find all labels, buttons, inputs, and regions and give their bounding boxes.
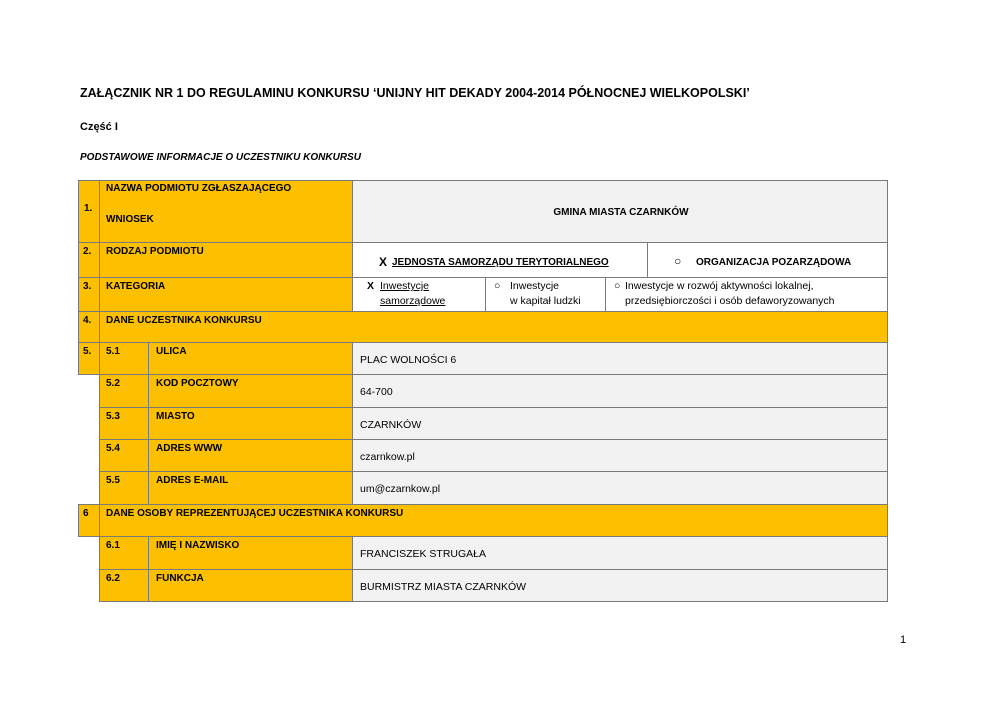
row1-label-line2: WNIOSEK <box>106 214 154 225</box>
field-5-5-code: 5.5 <box>106 475 120 486</box>
function-value: BURMISTRZ MIASTA CZARNKÓW <box>360 581 527 593</box>
field-6-1-code: 6.1 <box>106 540 120 551</box>
email-value-cell[interactable] <box>352 471 888 505</box>
field-5-1-label: ULICA <box>156 346 187 357</box>
postal-code-value: 64-700 <box>360 386 393 398</box>
field-6-1-label-cell <box>148 536 353 570</box>
entity-name-value: GMINA MIASTA CZARNKÓW <box>553 207 689 218</box>
category-local-activity-line2: przedsiębiorczości i osób defaworyzowanych <box>625 295 835 307</box>
row2-number-cell <box>78 242 100 278</box>
row2-label-cell <box>99 242 353 278</box>
row3-label-cell <box>99 277 353 312</box>
row4-number: 4. <box>83 315 92 326</box>
row1-value-cell[interactable] <box>352 180 888 243</box>
row6-header-cell <box>99 504 888 537</box>
field-5-3-label-cell <box>148 407 353 440</box>
field-6-2-code-cell <box>99 569 149 602</box>
row5-number: 5. <box>83 346 92 357</box>
function-value-cell[interactable] <box>352 569 888 602</box>
option-ngo-label: ORGANIZACJA POZARZĄDOWA <box>696 257 852 268</box>
row1-label-cell <box>99 180 353 243</box>
category-local-activity-radio[interactable]: ○ <box>614 280 621 292</box>
category-self-government-line2: samorządowe <box>380 295 446 307</box>
field-5-4-code: 5.4 <box>106 443 120 454</box>
category-human-capital-line1: Inwestycje <box>510 280 560 292</box>
category-human-capital-radio[interactable]: ○ <box>494 280 501 292</box>
section-subtitle: PODSTAWOWE INFORMACJE O UCZESTNIKU KONKURSU <box>80 152 361 163</box>
document-title: ZAŁĄCZNIK NR 1 DO REGULAMINU KONKURSU ‘UNIJNY HIT DEKADY 2004-2014 PÓŁNOCNEJ WIELKOPOLSKI’ <box>80 86 750 100</box>
email-value: um@czarnkow.pl <box>360 483 441 495</box>
row4-label: DANE UCZESTNIKA KONKURSU <box>106 315 262 326</box>
category-self-government-line1: Inwestycje <box>380 280 430 292</box>
row1-label-line1: NAZWA PODMIOTU ZGŁASZAJĄCEGO <box>106 183 292 194</box>
part-label: Część I <box>80 121 118 133</box>
city-value-cell[interactable] <box>352 407 888 440</box>
field-5-3-code: 5.3 <box>106 411 120 422</box>
field-5-1-code-cell <box>99 342 149 375</box>
option-ngo-cell[interactable] <box>647 242 888 278</box>
row3-number-cell <box>78 277 100 312</box>
field-5-4-label-cell <box>148 439 353 472</box>
field-5-3-code-cell <box>99 407 149 440</box>
row2-label: RODZAJ PODMIOTU <box>106 246 204 257</box>
row4-header-cell <box>99 311 888 343</box>
street-value: PLAC WOLNOŚCI 6 <box>360 354 457 366</box>
field-5-1-label-cell <box>148 342 353 375</box>
field-5-2-code-cell <box>99 374 149 408</box>
field-5-2-label-cell <box>148 374 353 408</box>
field-6-1-code-cell <box>99 536 149 570</box>
field-5-3-label: MIASTO <box>156 411 195 422</box>
field-5-1-code: 5.1 <box>106 346 120 357</box>
full-name-value: FRANCISZEK STRUGAŁA <box>360 548 487 560</box>
field-5-5-code-cell <box>99 471 149 505</box>
field-5-4-code-cell <box>99 439 149 472</box>
postal-code-value-cell[interactable] <box>352 374 888 408</box>
category-local-activity-line1: Inwestycje w rozwój aktywności lokalnej, <box>625 280 814 292</box>
full-name-value-cell[interactable] <box>352 536 888 570</box>
option-jst-mark[interactable]: X <box>379 255 388 269</box>
category-self-government-cell[interactable] <box>352 277 486 312</box>
field-5-5-label-cell <box>148 471 353 505</box>
row1-number-cell <box>78 180 100 243</box>
field-5-4-label: ADRES WWW <box>156 443 223 454</box>
option-jst-cell[interactable] <box>352 242 648 278</box>
field-6-2-label-cell <box>148 569 353 602</box>
website-value-cell[interactable] <box>352 439 888 472</box>
category-human-capital-cell[interactable] <box>485 277 606 312</box>
row3-label: KATEGORIA <box>106 281 166 292</box>
row6-number: 6 <box>83 508 89 519</box>
field-5-2-code: 5.2 <box>106 378 120 389</box>
option-ngo-radio[interactable]: ○ <box>674 254 682 268</box>
category-human-capital-line2: w kapitał ludzki <box>510 295 581 307</box>
row5-number-cell <box>78 342 100 375</box>
street-value-cell[interactable] <box>352 342 888 375</box>
field-6-2-label: FUNKCJA <box>156 573 204 584</box>
field-6-2-code: 6.2 <box>106 573 120 584</box>
row1-number: 1. <box>84 203 93 214</box>
website-value: czarnkow.pl <box>360 451 415 463</box>
field-5-2-label: KOD POCZTOWY <box>156 378 239 389</box>
field-6-1-label: IMIĘ I NAZWISKO <box>156 540 240 551</box>
option-jst-label: JEDNOSTA SAMORZĄDU TERYTORIALNEGO <box>392 257 609 268</box>
row2-number: 2. <box>83 246 92 257</box>
row4-number-cell <box>78 311 100 343</box>
field-5-5-label: ADRES E-MAIL <box>156 475 229 486</box>
city-value: CZARNKÓW <box>360 419 422 431</box>
page-number: 1 <box>900 634 907 646</box>
category-self-government-mark[interactable]: X <box>367 280 375 292</box>
category-local-activity-cell[interactable] <box>605 277 888 312</box>
row3-number: 3. <box>83 281 92 292</box>
row6-label: DANE OSOBY REPREZENTUJĄCEJ UCZESTNIKA KONKURSU <box>106 508 404 519</box>
row6-number-cell <box>78 504 100 537</box>
